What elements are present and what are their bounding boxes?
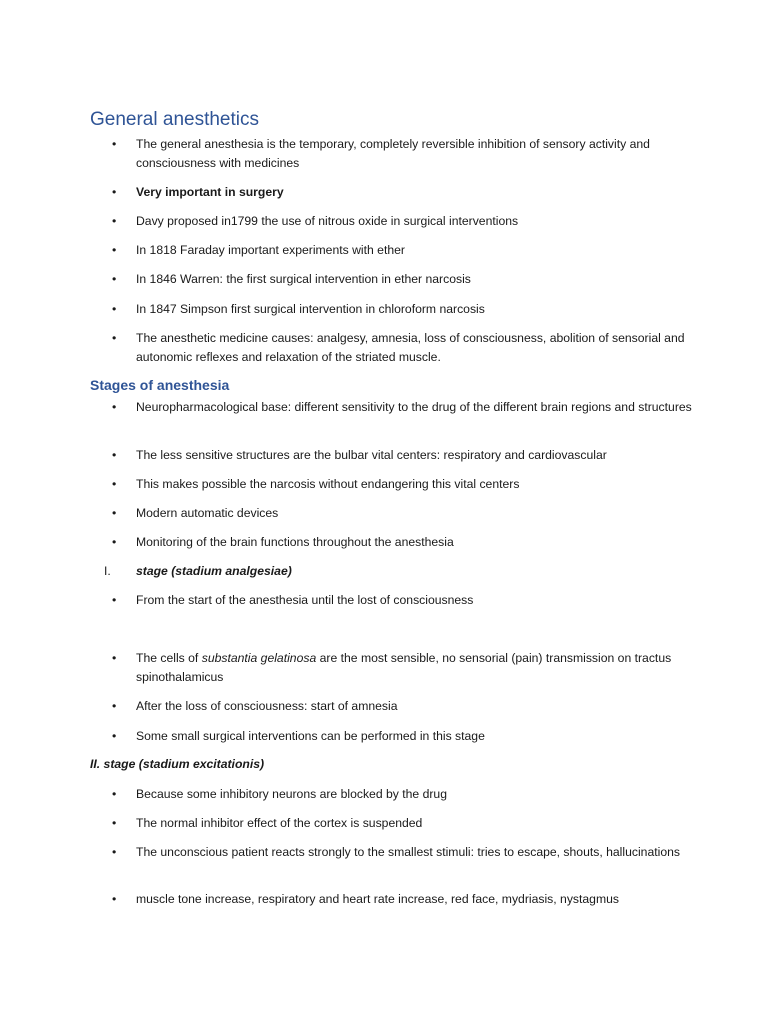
list-item-text: Very important in surgery <box>136 185 284 199</box>
bullet-icon: • <box>112 816 117 830</box>
bullet-icon: • <box>112 506 117 520</box>
cells-italic: substantia gelatinosa <box>201 651 317 665</box>
list-item-text: The anesthetic medicine causes: analgesy, amnesia, loss of consciousness, abolition of sensorial and autonomic reflexes and relaxation of the striated muscle. <box>136 331 685 364</box>
list-item-text: The unconscious patient reacts strongly to the smallest stimuli: tries to escape, shouts, hallucinations <box>136 845 680 859</box>
list-item-text: Davy proposed in1799 the use of nitrous oxide in surgical interventions <box>136 214 519 228</box>
bullet-icon: • <box>112 331 117 345</box>
bullet-icon: • <box>112 214 117 228</box>
bullet-icon: • <box>112 477 117 491</box>
bullet-icon: • <box>112 729 117 743</box>
section-heading: Stages of anesthesia <box>90 377 230 393</box>
list-item-text: Neuropharmacological base: different sensitivity to the drug of the different brain regions and structures <box>136 400 692 414</box>
list-item-text <box>136 649 696 687</box>
list-item-text: In 1847 Simpson first surgical intervention in chloroform narcosis <box>136 302 485 316</box>
list-item-text: From the start of the anesthesia until the lost of consciousness <box>136 593 474 607</box>
stage1-title: stage (stadium analgesiae) <box>136 564 292 578</box>
stage1-numeral: I. <box>104 564 111 578</box>
list-item-text: Some small surgical interventions can be performed in this stage <box>136 729 485 743</box>
bullet-icon: • <box>112 400 117 414</box>
list-item-text: This makes possible the narcosis without endangering this vital centers <box>136 477 520 491</box>
list-item-text: The normal inhibitor effect of the cortex is suspended <box>136 816 423 830</box>
bullet-icon: • <box>112 787 117 801</box>
list-item-text: Modern automatic devices <box>136 506 279 520</box>
bullet-icon: • <box>112 651 117 665</box>
list-item-text: Because some inhibitory neurons are blocked by the drug <box>136 787 447 801</box>
bullet-icon: • <box>112 448 117 462</box>
list-item-text: The general anesthesia is the temporary, completely reversible inhibition of sensory activity and consciousness with medicines <box>136 137 650 170</box>
list-item-text: The less sensitive structures are the bulbar vital centers: respiratory and cardiovascular <box>136 448 607 462</box>
bullet-icon: • <box>112 535 117 549</box>
bullet-icon: • <box>112 593 117 607</box>
cells-pre: The cells of <box>136 651 202 665</box>
bullet-icon: • <box>112 699 117 713</box>
cells-post: are the most sensible, no sensorial (pain) transmission on tractus spinothalamicus <box>136 651 672 684</box>
bullet-icon: • <box>112 185 117 199</box>
list-item-text: After the loss of consciousness: start of amnesia <box>136 699 398 713</box>
page-title: General anesthetics <box>90 109 259 130</box>
stage2-heading: II. stage (stadium excitationis) <box>90 757 265 771</box>
bullet-icon: • <box>112 243 117 257</box>
list-item-text: Monitoring of the brain functions throughout the anesthesia <box>136 535 454 549</box>
list-item-text: In 1846 Warren: the first surgical intervention in ether narcosis <box>136 272 471 286</box>
bullet-icon: • <box>112 137 117 151</box>
bullet-icon: • <box>112 272 117 286</box>
list-item-text: In 1818 Faraday important experiments with ether <box>136 243 405 257</box>
bullet-icon: • <box>112 892 117 906</box>
bullet-icon: • <box>112 302 117 316</box>
bullet-icon: • <box>112 845 117 859</box>
list-item-text: muscle tone increase, respiratory and heart rate increase, red face, mydriasis, nystagmus <box>136 892 619 906</box>
